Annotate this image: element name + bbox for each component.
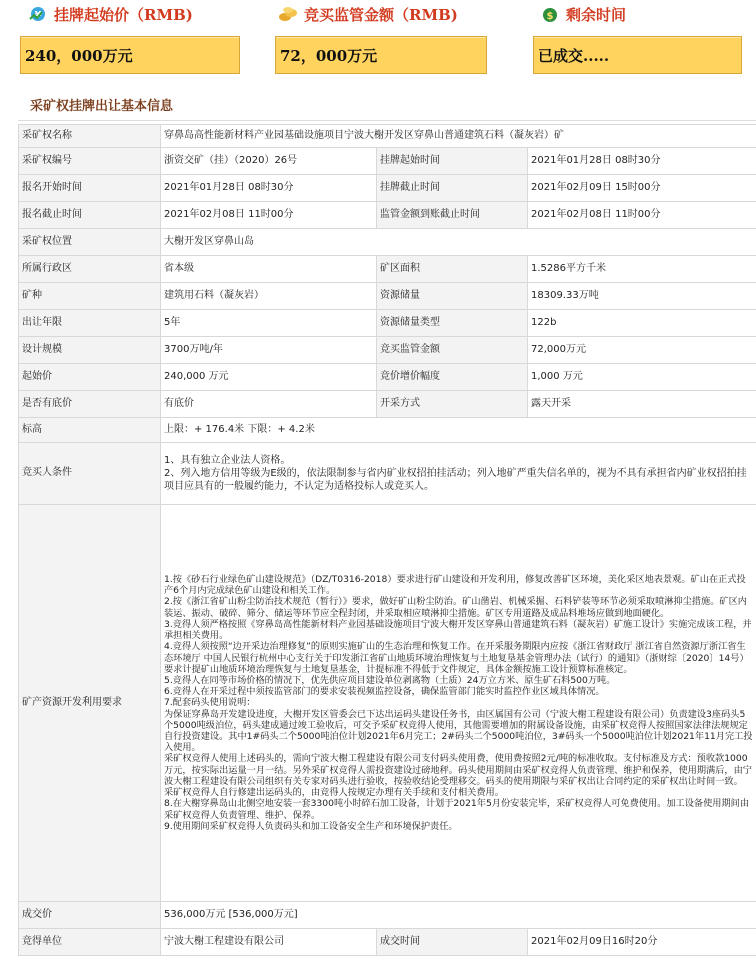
requirement-item: 6.竞得人在开采过程中须按监管部门的要求安装视频监控设备，确保监管部门能实时监控作业区域具体情况。	[164, 686, 753, 697]
condition-item: 1、具有独立企业法人资格。	[164, 454, 753, 467]
value-cell: 浙资交矿（挂）（2020）26号	[161, 148, 377, 175]
table-row	[19, 256, 756, 283]
value-cell: 大榭开发区穿鼻山岛	[161, 229, 756, 256]
label-cell: 挂牌起始时间	[377, 148, 528, 175]
time-left-header	[540, 2, 626, 26]
value-cell: 1,000 万元	[528, 364, 756, 391]
requirement-item: 1.按《砂石行业绿色矿山建设规范》（DZ/T0316-2018）要求进行矿山建设和开发利用，修复改善矿区环境，美化采区地表景观。矿山在正式投产6个月内完成绿色矿山建设和相关工作。	[164, 574, 753, 596]
section-header	[18, 90, 756, 121]
requirement-item: 9.使用期间采矿权竞得人负责码头和加工设备安全生产和环境保护责任。	[164, 821, 753, 832]
label-cell: 资源储量类型	[377, 310, 528, 337]
deposit-header	[278, 2, 458, 26]
svg-text:¥: ¥	[35, 10, 42, 21]
label-cell: 挂牌截止时间	[377, 175, 528, 202]
label-cell: 报名截止时间	[19, 202, 161, 229]
requirement-item: 5.竞得人在同等市场价格的情况下，优先供应项目建设单位剥离物（土质）24万立方米、原生矿石料500万吨。	[164, 675, 753, 686]
start-price-value: 240，000万元	[25, 45, 133, 66]
table-row	[19, 391, 756, 418]
label-cell: 资源储量	[377, 283, 528, 310]
label-cell: 开采方式	[377, 391, 528, 418]
value-cell: 2021年02月08日 11时00分	[161, 202, 377, 229]
coins-icon	[278, 5, 298, 23]
money-bag-icon	[540, 5, 560, 23]
label-cell: 成交价	[19, 902, 161, 929]
start-price-box	[20, 36, 240, 74]
label-cell: 矿区面积	[377, 256, 528, 283]
requirement-item: 采矿权竞得人自行修建出运码头的，由竞得人按规定办理有关手续和支付相关费用。	[164, 787, 753, 798]
time-left-box	[533, 36, 742, 74]
value-cell: 122b	[528, 310, 756, 337]
bidder-conditions-cell	[161, 443, 756, 505]
value-cell: 有底价	[161, 391, 377, 418]
value-cell: 省本级	[161, 256, 377, 283]
value-cell: 240,000 万元	[161, 364, 377, 391]
table-row	[19, 283, 756, 310]
requirement-item: 2.按《浙江省矿山粉尘防治技术规范（暂行）》要求，做好矿山粉尘防治。矿山凿岩、机械采掘、石料铲装等环节必须采取喷淋抑尘措施。矿区内装运、振动、破碎、筛分、储运等环节应全程封闭，并采取相应喷淋抑尘措施。矿区专用道路及成品料堆场应做到地面硬化。	[164, 596, 753, 618]
label-cell: 竞价增价幅度	[377, 364, 528, 391]
requirement-item: 4.竞得人须按照“边开采边治理修复”的原则实施矿山的生态治理和恢复工作。在开采服务期限内应按《浙江省财政厅 浙江省自然资源厅浙江省生态环境厅 中国人民银行杭州中心支行关于印发浙江省矿山地质环境治理恢复与土地复垦基金管理办法（试行）的通知》（浙财综〔2020〕14号）要求计提矿山地质环境治理恢复与土地复垦基金，计提标准不得低于文件规定，具体金额按施工设计预算标准核定。	[164, 641, 753, 675]
requirement-item: 7.配套码头使用说明：	[164, 697, 753, 708]
svg-text:$: $	[547, 11, 554, 22]
deposit-value: 72，000万元	[280, 45, 377, 66]
time-left-title: 剩余时间	[566, 4, 626, 25]
label-cell: 采矿权名称	[19, 125, 161, 148]
value-cell: 72,000万元	[528, 337, 756, 364]
requirement-item: 3.竞得人须严格按照《穿鼻岛高性能新材料产业园基础设施项目宁波大榭开发区穿鼻山普通建筑石料（凝灰岩）矿施工设计》实施完成该工程，并承担相关费用。	[164, 619, 753, 641]
value-cell: 上限：+ 176.4米 下限：+ 4.2米	[161, 418, 756, 443]
label-cell: 采矿权位置	[19, 229, 161, 256]
table-row	[19, 902, 756, 929]
value-cell: 2021年01月28日 08时30分	[528, 148, 756, 175]
info-table	[18, 124, 756, 956]
table-row	[19, 929, 756, 956]
value-cell: 露天开采	[528, 391, 756, 418]
value-cell: 2021年02月09日16时20分	[528, 929, 756, 956]
label-cell: 是否有底价	[19, 391, 161, 418]
value-cell: 2021年01月28日 08时30分	[161, 175, 377, 202]
label-cell: 采矿权编号	[19, 148, 161, 175]
start-price-title: 挂牌起始价（RMB)	[54, 4, 193, 25]
label-cell: 出让年限	[19, 310, 161, 337]
requirement-item: 8.在大榭穿鼻岛山北侧空地安装一套3300吨小时碎石加工设备，计划于2021年5月份安装完毕，采矿权竞得人可免费使用。加工设备使用期间由采矿权竞得人负责管理、维护、保养。	[164, 798, 753, 820]
value-cell: 建筑用石料（凝灰岩）	[161, 283, 377, 310]
table-row	[19, 229, 756, 256]
condition-item: 2、列入地方信用等级为E级的，依法限制参与省内矿业权招拍挂活动；列入地矿严重失信名单的，视为不具有承担省内矿业权招拍挂项目应具有的一般履约能力，不认定为适格投标人或竞买人。	[164, 467, 753, 493]
value-cell: 1.5286平方千米	[528, 256, 756, 283]
table-row	[19, 175, 756, 202]
section-title: 采矿权挂牌出让基本信息	[30, 95, 173, 114]
label-cell: 设计规模	[19, 337, 161, 364]
requirement-item: 为保证穿鼻岛开发建设进度，大榭开发区管委会已下达出运码头建设任务书，由区属国有公司（宁波大榭工程建设有限公司）负责建设3座码头5个5000吨级泊位，码头建成通过竣工验收后，可交予采矿权竞得人使用，其他需要增加的附属设备设施，由采矿权竞得人按照国家法律法规规定自行投资建设。其中1#码头二个5000吨泊位计划2021年6月完工；2#码头二个5000吨泊位，3#码头一个5000吨泊位计划2021年11月完工投入使用。	[164, 709, 753, 754]
value-cell: 3700万吨/年	[161, 337, 377, 364]
table-row	[19, 505, 756, 902]
table-row	[19, 202, 756, 229]
label-cell: 矿种	[19, 283, 161, 310]
price-header	[0, 0, 756, 30]
value-cell: 2021年02月09日 15时00分	[528, 175, 756, 202]
money-icon	[28, 5, 48, 23]
table-row	[19, 418, 756, 443]
value-cell: 536,000万元 [536,000万元]	[161, 902, 756, 929]
value-cell: 2021年02月08日 11时00分	[528, 202, 756, 229]
table-row	[19, 337, 756, 364]
value-cell: 穿鼻岛高性能新材料产业园基础设施项目宁波大榭开发区穿鼻山普通建筑石料（凝灰岩）矿	[161, 125, 756, 148]
label-cell: 矿产资源开发利用要求	[19, 505, 161, 902]
label-cell: 报名开始时间	[19, 175, 161, 202]
start-price-header	[28, 2, 193, 26]
label-cell: 标高	[19, 418, 161, 443]
table-row	[19, 443, 756, 505]
deposit-box	[275, 36, 487, 74]
label-cell: 成交时间	[377, 929, 528, 956]
table-row	[19, 364, 756, 391]
requirement-item: 采矿权竞得人使用上述码头的，需向宁波大榭工程建设有限公司支付码头使用费，使用费按照2元/吨的标准收取。支付标准及方式：预收款1000万元，按实际出运量一月一结。另外采矿权竞得人需投资建设过磅地秤。码头使用期间由采矿权竞得人负责管理、维护和保养，使用期满后，由宁波大榭工程建设有限公司组织有关专家对码头进行验收，按验收结论受理移交。码头的使用期限与采矿权出让合同约定的采矿权出让时间一致。	[164, 753, 753, 787]
value-cell: 18309.33万吨	[528, 283, 756, 310]
requirements-cell	[161, 505, 756, 902]
table-row	[19, 310, 756, 337]
table-row	[19, 148, 756, 175]
value-cell: 宁波大榭工程建设有限公司	[161, 929, 377, 956]
label-cell: 监管金额到账截止时间	[377, 202, 528, 229]
label-cell: 所属行政区	[19, 256, 161, 283]
deposit-title: 竞买监管金额（RMB)	[304, 4, 458, 25]
label-cell: 竞买监管金额	[377, 337, 528, 364]
label-cell: 竞得单位	[19, 929, 161, 956]
label-cell: 起始价	[19, 364, 161, 391]
table-row	[19, 125, 756, 148]
value-cell: 5年	[161, 310, 377, 337]
label-cell: 竞买人条件	[19, 443, 161, 505]
time-left-value: 已成交.....	[538, 45, 609, 66]
